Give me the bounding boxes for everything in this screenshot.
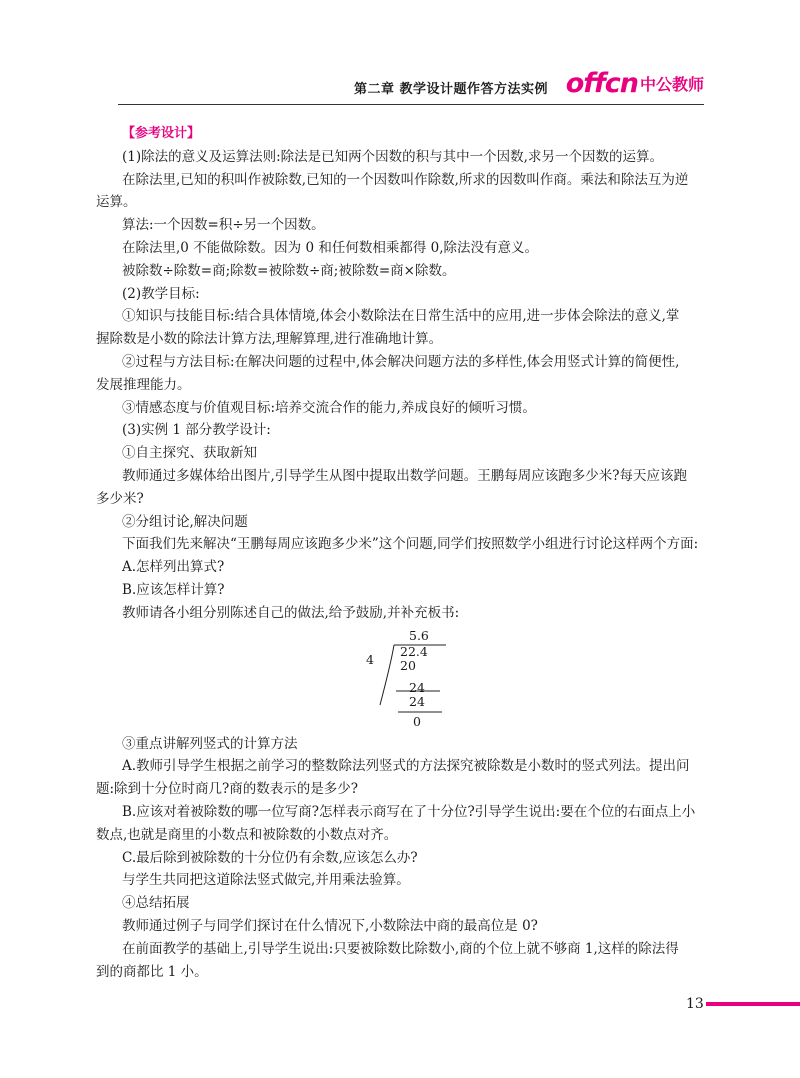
- line-9: 握除数是小数的除法计算方法,理解算理,进行准确地计算。: [96, 331, 443, 348]
- line-13: (3)实例 1 部分教学设计:: [122, 422, 271, 439]
- line-1: (1)除法的意义及运算法则:除法是已知两个因数的积与其中一个因数,求另一个因数的运算。: [122, 148, 663, 165]
- brand-name: 中公教师: [639, 74, 704, 94]
- line-16: 多少米?: [96, 490, 144, 507]
- line-2: 在除法里,已知的积叫作被除数,已知的一个因数叫作除数,所求的因数叫作商。乘法和除法互为逆: [122, 171, 689, 188]
- line-20: B.应该怎样计算?: [122, 581, 225, 598]
- division-step-2: 24: [409, 679, 425, 695]
- line-19: A.怎样列出算式?: [122, 559, 225, 576]
- division-quotient: 5.6: [409, 627, 429, 643]
- line-11: 发展推理能力。: [96, 376, 191, 393]
- line-22: ③重点讲解列竖式的计算方法: [122, 735, 298, 752]
- line-10: ②过程与方法目标:在解决问题的过程中,体会解决问题方法的多样性,体会用竖式计算的简便性,: [122, 353, 680, 370]
- line-26: 数点,也就是商里的小数点和被除数的小数点对齐。: [96, 826, 398, 843]
- header-divider: [118, 104, 704, 105]
- line-8: ①知识与技能目标:结合具体情境,体会小数除法在日常生活中的应用,进一步体会除法的意义,掌: [122, 308, 680, 325]
- line-3: 运算。: [96, 194, 137, 211]
- line-17: ②分组讨论,解决问题: [122, 513, 248, 530]
- long-division: [122, 629, 706, 729]
- division-remainder: 0: [413, 713, 421, 729]
- line-12: ③情感态度与价值观目标:培养交流合作的能力,养成良好的倾听习惯。: [122, 399, 536, 416]
- page-number: 13: [686, 996, 704, 1012]
- line-24: 题:除到十分位时商几?商的数表示的是多少?: [96, 781, 359, 798]
- line-28: 与学生共同把这道除法竖式做完,并用乘法验算。: [122, 872, 410, 889]
- line-23: A.教师引导学生根据之前学习的整数除法列竖式的方法探究被除数是小数时的竖式列法。提出问: [122, 758, 690, 775]
- division-underline: [398, 711, 458, 715]
- footer-accent-bar: [706, 1002, 800, 1006]
- line-21: 教师请各小组分别陈述自己的做法,给予鼓励,并补充板书:: [122, 604, 460, 621]
- page-header: [0, 66, 800, 106]
- line-14: ①自主探究、获取新知: [122, 445, 257, 462]
- division-step-1: 20: [400, 657, 416, 673]
- line-25: B.应该对着被除数的哪一位写商?怎样表示商写在了十分位?引导学生说出:要在个位的右面点上小: [122, 803, 696, 820]
- division-dividend: 22.4: [400, 643, 428, 659]
- line-4: 算法:一个因数=积÷另一个因数。: [122, 217, 325, 234]
- line-27: C.最后除到被除数的十分位仍有余数,应该怎么办?: [122, 849, 418, 866]
- division-divisor: 4: [366, 651, 374, 667]
- chapter-title: 第二章 教学设计题作答方法实例: [353, 82, 548, 97]
- main-content: [96, 122, 706, 983]
- brand-logo: [566, 68, 704, 98]
- division-step-3: 24: [409, 693, 425, 709]
- reference-badge: 【参考设计】: [122, 126, 201, 141]
- line-18: 下面我们先来解决“王鹏每周应该跑多少米”这个问题,同学们按照数学小组进行讨论这样两个方面:: [122, 536, 699, 553]
- line-5: 在除法里,0 不能做除数。因为 0 和任何数相乘都得 0,除法没有意义。: [122, 239, 539, 256]
- line-7: (2)教学目标:: [122, 285, 200, 302]
- line-6: 被除数÷除数=商;除数=被除数÷商;被除数=商×除数。: [122, 262, 456, 279]
- line-31: 在前面教学的基础上,引导学生说出:只要被除数比除数小,商的个位上就不够商 1,这样的除法得: [122, 940, 679, 957]
- line-15: 教师通过多媒体给出图片,引导学生从图中提取出数学问题。王鹏每周应该跑多少米?每天应该跑: [122, 467, 688, 484]
- offcn-logo-icon: offcn: [565, 67, 638, 99]
- line-30: 教师通过例子与同学们探讨在什么情况下,小数除法中商的最高位是 0?: [122, 917, 538, 934]
- line-29: ④总结拓展: [122, 895, 190, 912]
- line-32: 到的商都比 1 小。: [96, 963, 208, 980]
